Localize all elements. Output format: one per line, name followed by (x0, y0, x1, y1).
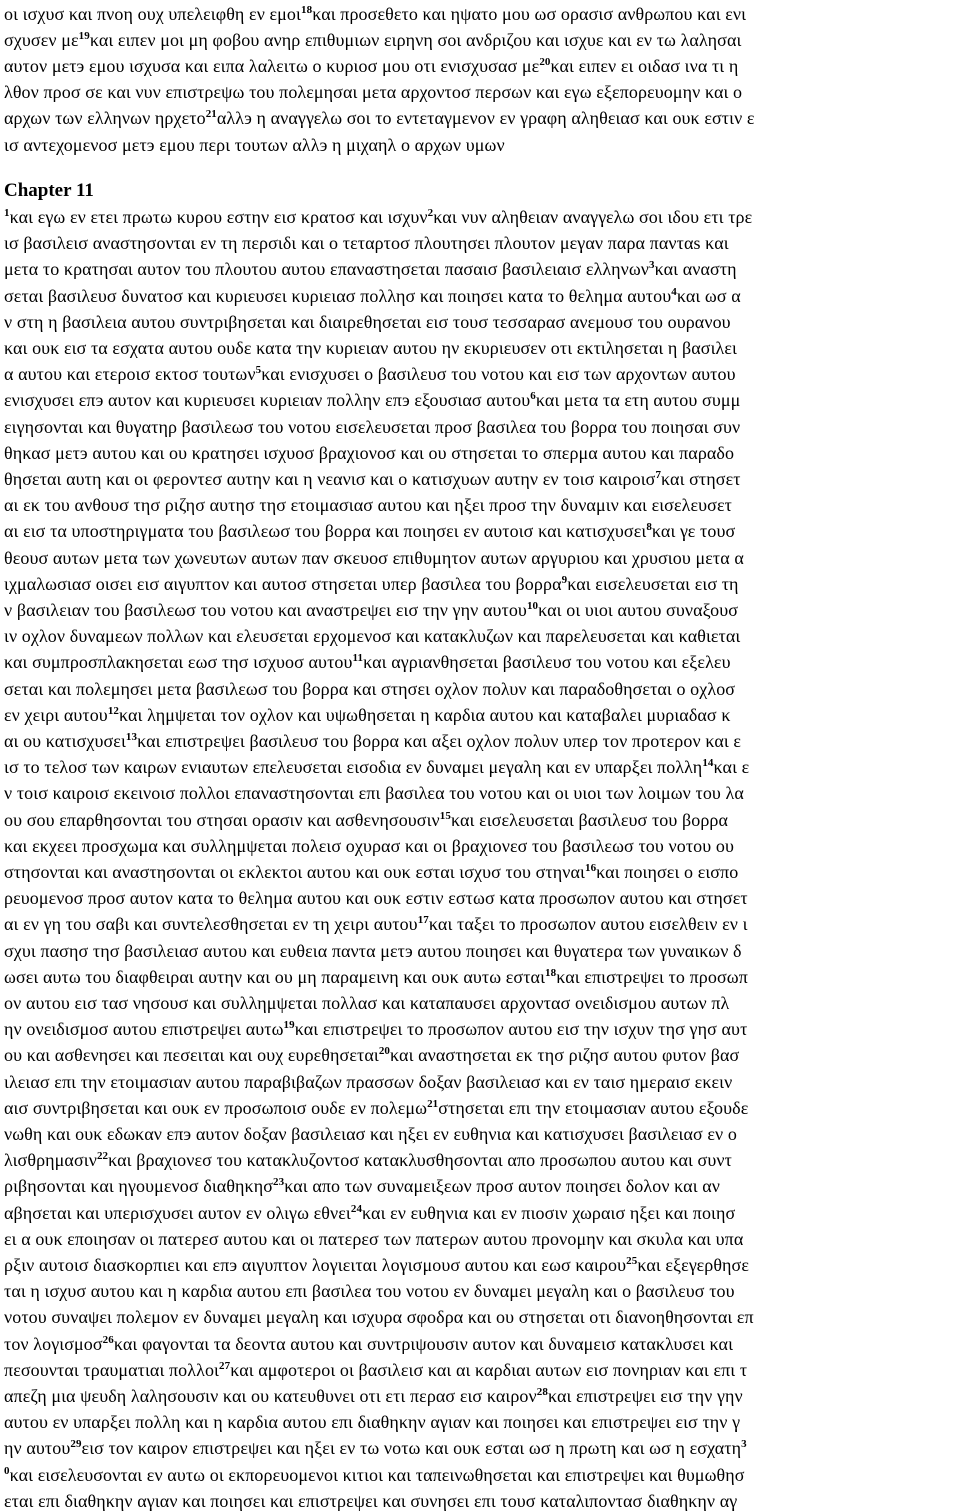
verse-number: 22 (96, 1150, 109, 1163)
text-line: λθον προσ σε και νυν επιστρεψω του πολεμησαι μετα αρχοντοσ περσων και εγω εξεπορευομην και ο (4, 82, 743, 103)
verse-number: 14 (702, 757, 714, 770)
text-line: στησονται και αναστησονται οι εκλεκτοι αυτου και ουκ εσται ισχυσ του στηναι$^{16}$και ποιησει ο εισπο (4, 862, 739, 882)
verse-number: 27 (218, 1359, 231, 1372)
text-line: αι εκ του ανθουσ τησ ριζησ αυτησ τησ ετοιμασιασ αυτου και ηξει προσ την δυναμιν και εισελευσετ (4, 495, 732, 516)
text-line: ισ βασιλεισ αναστησονται εν τη περσιδι και ο τεταρτοσ πλουτησει πλουτον μεγαν παρα πανταѕ και (4, 233, 729, 254)
verse-number: 11 (352, 652, 364, 665)
text-line: ον αυτου εισ τασ νησουσ και συλλημψεται πολλασ και καταπαυσει αρχοντασ ονειδισμου αυτων πλ (4, 993, 730, 1013)
text-line: θηκασ μετэ αυτου και ου κρατησει ισχυοσ βραχιονοσ και ου στησεται το σπερμα αυτου και παραδο (4, 442, 735, 463)
text-line: και ουκ εισ τα εσχατα αυτου ουδε κατα την κυριειαν αυτου ην εκυριευσεν οτι εκτιλησεται η βασιλει (4, 338, 737, 358)
text-line: ιλειασ επι την ετοιμασιαν αυτου παραβιβαζων πρασσων δοξαν βασιλειασ και εν ταισ ημεραισ εκειν (4, 1071, 733, 1092)
verse-number: 15 (439, 809, 451, 822)
verse-number: 10 (526, 600, 539, 612)
verse-number: 24 (350, 1202, 363, 1215)
verse-number: 12 (107, 704, 120, 717)
verse-number: 9 (561, 573, 568, 586)
verse-number: 19 (78, 30, 90, 43)
text-line: ειγησονται και θυγατηρ βασιλεωσ του νοτου εισελευσεται προσ βασιλεα του βορρα του ποιησαι συν (4, 416, 741, 437)
text-line: ωσει αυτω του διαφθειραι αυτην και ου μη παραμεινη και ουκ αυτω εσται$^{18}$και επιστρεψει το προσωπ (4, 966, 748, 987)
text-line: αι εισ τα υποστηριγματα του βασιλεωσ του βορρα και ποιησει εν αυτοισ και κατισχυσει$^8$και γε τουσ (4, 521, 736, 542)
verse-number: 7 (655, 469, 662, 481)
verse-number: 6 (530, 390, 536, 403)
text-line: αυτον μετэ εμου ισχυσα και ειπα λαλειτω ο κυριοσ μου οτι ενισχυσασ $\mu\varepsilon^{20}\kappa\alpha\iota$ ειπεν ει οιδασ ινα τι η (4, 56, 739, 77)
text-line: σεται και πολεμησει μετα βασιλεωσ του βορρα και στησει οχλον πολυν και παραδοθησεται ο οχλοσ (4, 678, 736, 699)
text-line: αι ου κατισχυσει$^{13}$και επιστρεψει βασιλευσ του βορρα και αξει οχλον πολυν υπερ τον προτερον και ε (4, 731, 742, 751)
chapter-heading: Chapter 11 (4, 180, 94, 201)
text-line: ρευομενοσ προσ αυτον κατα το θελημα αυτου και ουκ εστιν εστωσ κατα προσωπον αυτου και στησετ (4, 888, 748, 909)
verse-number: 4 (671, 285, 677, 298)
verse-number: 13 (125, 731, 138, 743)
verse-number: 18 (545, 966, 557, 979)
verse-number: 3 (649, 259, 655, 272)
verse-number: 26 (102, 1333, 114, 1346)
verse-number: 20 (378, 1045, 391, 1058)
text-line: ην ονειδισμοσ αυτου επιστρεψει αυτω$^{19}$και επιστρεψει το προσωπον αυτου εισ την ισχυν τησ γησ αυτ (4, 1019, 748, 1040)
text-line: ου και ασθενησει και πεσειται και ουχ ευρεθησεται$^{20}$και αναστησεται εκ τησ ριζησ αυτου φυτον βασ (4, 1045, 740, 1066)
text-line: ται η ισχυσ αυτου και η καρδια αυτου επι βασιλεα του νοτου εν δυναμει μεγαλη και ο βασιλευσ του (4, 1281, 735, 1302)
verse-number: 19 (283, 1019, 295, 1032)
verse-number: 3 (741, 1438, 747, 1451)
text-line: ενισχυσει επэ αυτον και κυριευσει κυριειαν πολλην επэ εξουσιασ αυτου$^6$και μετα τα ετη αυτου συμμ (4, 390, 741, 411)
text-line: ου σου επαρθησονται του στησαι ορασιν και ασθενησουσιν$^{15}$και εισελευσεται βασιλευσ του βορρα (4, 809, 729, 830)
text-line: ν τοισ καιροισ εκεινοισ πολλοι επαναστησονται επι βασιλεα του νοτου και οι υιοι των λοιμων του λα (4, 783, 744, 804)
text-line: πεσουνται τραυματιαι πολλοι$^{27}$και αμφοτεροι οι βασιλεισ και αι καρδιαι αυτων εισ πονηριαν και επι τ (4, 1359, 748, 1380)
text-line: ν στη η βασιλεια αυτου συντριβησεται και διαιρεθησεται εισ τουσ τεσσαρασ ανεμουσ του ουρανου (4, 311, 731, 332)
text-line: εται επι διαθηκην αγιαν και ποιησει και επιστρεψει και συνησει επι τουσ καταλιποντασ διαθηκην αγ (4, 1490, 738, 1511)
text-line: αυτου εν υπαρξει πολλη και η καρδια αυτου επι διαθηκην αγιαν και ποιησει και επιστρεψει εισ την γ (4, 1412, 741, 1433)
verse-number: 21 (205, 108, 217, 121)
text-line: ιχμαλωσιασ οισει εισ αιγυπτον και αυτοσ στησεται υπερ βασιλεα του βορρα$^9$και εισελευσεται εισ τη (4, 573, 739, 594)
text-line: θεουσ αυτων μετα των χωνευτων αυτων παν σκευοσ επιθυμητον αυτων αργυριου και χρυσιου μετα α (4, 547, 744, 568)
text-line: αι εν γη του σαβι και συντελεσθησεται εν τη χειρι αυτου$^{17}$και ταξει το προσωπον αυτου εισελθειν εν ι (4, 914, 748, 935)
text-line: ισ αντεχομενοσ μετэ εμου περι τουτων αλλэ η μιχαηλ ο αρχων υμων (4, 134, 505, 155)
text-line: ριβησονται και ηγουμενοσ διαθηκησ$^{23}$και απο των συναμειξεων προσ αυτον ποιησει δολον και αν (4, 1176, 721, 1197)
text-line: λισθρημασιν$^{22}$και βραχιονεσ του κατακλυζοντοσ κατακλυσθησονται απο προσωπου αυτου και συντ (4, 1150, 732, 1171)
text-line: αισ συντριβησεται και ουκ εν προσωποισ ουδε εν πολεμω$^{21}$στησεται επι την ετοιμασιαν αυτου εξουδε (4, 1097, 749, 1118)
verse-number: 20 (539, 56, 551, 69)
verse-number: 16 (584, 862, 597, 874)
text-line: ισ το τελοσ των καιρων ενιαυτων επελευσεται εισοδια εν δυναμει μεγαλη και εν υπαρξει πολλη$^{14}$και ε (4, 757, 750, 778)
text-line: οι ισχυσ και πνοη ουχ υπελειφθη εν εμοι$^{18}$και προσεθετο και ηψατο μου ωσ ορασισ ανθρωπου και ενι (4, 4, 747, 24)
text-line: α αυτου και ετεροισ εκτοσ τουτων$^5$και ενισχυσει ο βασιλευσ του νοτου και εισ των αρχοντων αυτου (4, 364, 736, 385)
text-line: αρχων των ελληνων ηρχετο$^{21}$αλλэ η αναγγελω σοι το εντεταγμενον εν γραφη αληθειασ και ουκ εστιν ε (4, 108, 755, 129)
text-line: και συμπροσπλακησεται εωσ τησ ισχυοσ αυτου$^{11}$και αγριανθησεται βασιλευσ του νοτου και εξελευ (4, 652, 731, 673)
text-line: ν βασιλειαν του βασιλεωσ του νοτου και αναστρεψει εισ την γην αυτου$^{10}$και οι υιοι αυτου συναξουσ (4, 600, 739, 620)
text-line: και εκχεει προσχωμα και συλλημψεται πολεισ οχυρασ και οι βραχιονεσ του βασιλεωσ του νοτου ου (4, 835, 734, 856)
text-line: νωθη και ουκ εδωκαν επэ αυτον δοξαν βασιλειασ και ηξει εν ευθηνια και κατισχυσει βασιλειασ εν ο (4, 1124, 737, 1144)
text-line: θησεται αυτη και οι φεροντεσ αυτην και η νεανισ και ο κατισχυων αυτην εν τοισ καιροισ$^7$και στησετ (4, 469, 741, 489)
text-line: σχυσεν $\mu\varepsilon^{19}\kappa\alpha\iota$ ειπεν μοι μη φοβου ανηρ επιθυμιων ειρηνη σοι ανδριζου και ισχυε και εν τω λαλησαι (4, 30, 742, 51)
verse-number: 17 (417, 914, 429, 927)
verse-number: 18 (300, 4, 313, 16)
text-line: ει α ουκ εποιησαν οι πατερεσ αυτου και οι πατερεσ των πατερων αυτου προνομην και σκυλα και υπα (4, 1228, 744, 1249)
text-line: σεται βασιλευσ δυνατοσ και κυριευσει κυριειασ πολλησ και ποιησει κατα το θελημα αυτου$^4$και ωσ α (4, 285, 741, 306)
text-line: τον λογισμοσ$^{26}$και φαγονται τα δεοντα αυτου και συντριψουσιν αυτον και δυναμεισ κατακλυσει και (4, 1333, 734, 1354)
verse-number: 1 (4, 207, 10, 219)
text-line: $^1$και εγω εν ετει πρωτω κυρου εστην εισ κρατοσ και ισχυν$^2$και νυν αληθειαν αναγγελω σοι ιδου ετι τρε (4, 207, 753, 227)
verse-number: 0 (4, 1464, 10, 1477)
verse-number: 5 (255, 364, 262, 377)
text-line: απεζη μια ψευδη λαλησουσιν και ου κατευθυνει οτι ετι περασ εισ καιρον$^{28}$και επιστρεψει εισ την γην (4, 1386, 743, 1406)
verse-number: 21 (427, 1097, 439, 1110)
text-line: ην αυτου$^{29}$εισ τον καιρον επιστρεψει και ηξει εν τω νοτω και ουκ εσται ωσ η πρωτη και ωσ η εσχατη$^3$ (4, 1438, 747, 1459)
text-line: εν χειρι αυτου$^{12}$και λημψεται τον οχλον και υψωθησεται η καρδια αυτου και καταβαλει μυριαδασ κ (4, 704, 731, 725)
text-line: ρξιν αυτοισ διασκορπιει και επэ αιγυπτον λογιειται λογισμουσ αυτου και εωσ καιρου$^{25}$και εξεγερθησε (4, 1255, 750, 1275)
text-line: νοτου συναψει πολεμον εν δυναμει μεγαλη και ισχυρα σφοδρα και ου στησεται οτι διανοηθησονται επ (4, 1307, 754, 1328)
verse-number: 8 (646, 521, 652, 534)
text-line: σχυι πασησ τησ βασιλειασ αυτου και ευθεια παντα μετэ αυτου ποιησει και θυγατερα των γυναικων δ (4, 940, 742, 961)
document-page (4, 0, 958, 1511)
verse-number: 28 (536, 1386, 548, 1398)
verse-number: 2 (427, 207, 434, 219)
verse-number: 25 (626, 1255, 638, 1267)
text-line: ιν οχλον δυναμεων πολλων και ελευσεται ερχομενοσ και κατακλυζων και παρελευσεται και καθιεται (4, 626, 741, 647)
text-line: $^0$και εισελευσονται εν αυτω οι εκπορευομενοι κιτιοι και ταπεινωθησεται και επιστρεψει και θυμωθησ (4, 1464, 745, 1485)
text-line: μετα το κρατησαι αυτον του πλουτου αυτου επαναστησεται πασαισ βασιλειαισ ελληνων$^3$και αναστη (4, 259, 737, 280)
verse-number: 23 (273, 1176, 285, 1189)
verse-number: 29 (70, 1438, 82, 1451)
text-line: αβησεται και υπερισχυσει αυτον εν ολιγω εθνει$^{24}$και εν ευθηνια και εν πιοσιν χωραισ ηξει και ποιησ (4, 1202, 736, 1223)
